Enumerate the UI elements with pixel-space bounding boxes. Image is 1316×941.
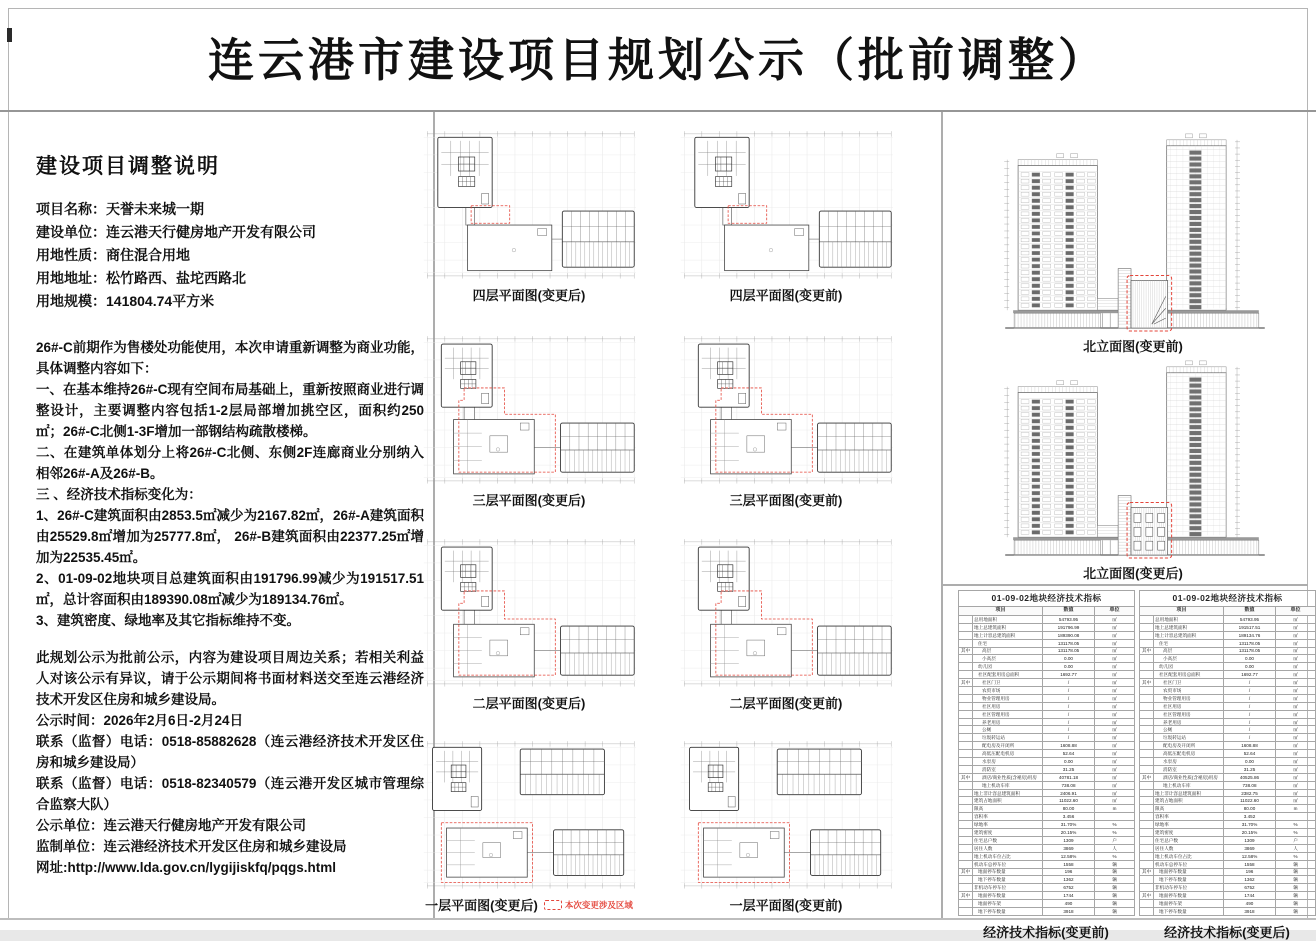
plan-f4-before: [672, 126, 900, 304]
table-row: 其中 酒店/商业性质(含裙房)用房 40525.86 ㎡: [1140, 773, 1316, 781]
page-title: 连云港市建设项目规划公示（批前调整）: [208, 34, 1108, 86]
adjustment-paragraphs: [36, 337, 424, 878]
table-row: 物业管理用房 / ㎡: [959, 694, 1135, 702]
table-row: 地上计容总建筑面积 189390.08 ㎡: [959, 631, 1135, 639]
table-row: 地上机动车位占比 12.58% %: [1140, 852, 1316, 860]
north-elevation-before: [966, 122, 1300, 355]
plan-f1-before: [672, 736, 900, 914]
table-row: 地上非计容总建筑面积 2382.75 ㎡: [1140, 789, 1316, 797]
table-row: 幼儿园 0.00 ㎡: [959, 663, 1135, 671]
table-row: 垃圾转运站 / ㎡: [959, 734, 1135, 742]
table-row: 其中 地面停车数量 1744 辆: [959, 892, 1135, 900]
table-row: 住宅总户数 1309 户: [959, 836, 1135, 844]
table-row: 消防室 31.25 ㎡: [959, 765, 1135, 773]
table-row: 养老用房 / ㎡: [1140, 718, 1316, 726]
economic-indicator-table: 01-09-02地块经济技术指标 项目 数值 单位 总用地面积 54793.95 ㎡ 地上总建筑面积 191517.51 ㎡ 地上计容总建筑面积 189134.76 ㎡ 住宅 131178.05 ㎡ 其中 高层 131178.05 ㎡ 小高层 0.00 ㎡ 幼儿园 0.00 ㎡ 社区配套用房总面积 1692.77 ㎡ 其中 社区门卫 / ㎡ 农贸市场 / ㎡ 物业管理用房 / ㎡ 社区用房 / ㎡ 社区管理用房 / ㎡ 养老用房 / ㎡ 公厕 / ㎡ 垃圾转运站 / ㎡ 配电房及开闭所 1608.88 ㎡ 高低压配电机房 52.64 ㎡ 水泵房 0.00 ㎡ 消防室 31.25 ㎡ 其中 酒店/商业性质(含裙房)用房 40525.86 ㎡ 地上机动车库 738.08 ㎡ 地上非计容总建筑面积 2382.75 ㎡ 建筑占地面积 11022.60 ㎡ 限高 80.00 m 容积率 3.452 绿地率 31.70% % 建筑密度 20.15% % 住宅总户数 1309 户 居住人数 3869 人 地上机动车位占比 12.58% % 机动车总停车位 1558 辆 其中 地面停车数量 196 辆 地下停车数量 1362 辆 非机动车停车位 6752 辆 其中 地面停车数量 1744 辆 地面停车架 490 辆 地下停车数量 3918 辆: [1139, 590, 1316, 916]
paragraph: 公示时间：2026年2月6日-2月24日: [36, 713, 244, 728]
table-row: 建筑占地面积 11022.60 ㎡: [1140, 797, 1316, 805]
table-row: 消防室 31.25 ㎡: [1140, 765, 1316, 773]
info-line: 用地性质：商住混合用地: [36, 247, 190, 263]
table-row: 地面停车架 490 辆: [959, 900, 1135, 908]
table-row: 建筑密度 20.15% %: [1140, 829, 1316, 837]
table-row: 社区管理用房 / ㎡: [959, 710, 1135, 718]
table-row: 地上计容总建筑面积 189134.76 ㎡: [1140, 631, 1316, 639]
table-row: 非机动车停车位 6752 辆: [1140, 884, 1316, 892]
table-row: 绿地率 31.70% %: [959, 821, 1135, 829]
elevation-drawing: [966, 122, 1300, 334]
change-area-legend: [544, 899, 633, 911]
paragraph: 联系（监督）电话：0518-85882628（连云港经济技术开发区住房和城乡建设局）: [36, 734, 424, 770]
floor-plan-drawing: [415, 331, 643, 487]
table-row: 住宅总户数 1309 户: [1140, 836, 1316, 844]
info-line: 用地地址：松竹路西、盐坨西路北: [36, 270, 246, 286]
table-row: 农贸市场 / ㎡: [1140, 687, 1316, 695]
paragraph: 公示单位：连云港天行健房地产开发有限公司: [36, 818, 306, 833]
plan-caption: 四层平面图(变更后): [472, 288, 586, 303]
paragraph: 三 、经济技术指标变化为：: [36, 487, 202, 502]
table-row: 限高 80.00 m: [959, 805, 1135, 813]
plan-caption: 一层平面图(变更前): [729, 898, 843, 913]
paragraph: 二、在建筑单体划分上将26#-C北侧、东侧2F连廊商业分别纳入相邻26#-A及26#-B。: [36, 445, 424, 481]
floor-plan-drawing: [415, 534, 643, 690]
plan-caption: 三层平面图(变更后): [472, 493, 586, 508]
table-row: 物业管理用房 / ㎡: [1140, 694, 1316, 702]
plan-f1-after: [415, 736, 643, 914]
plan-caption: 二层平面图(变更后): [472, 696, 586, 711]
table-row: 社区管理用房 / ㎡: [1140, 710, 1316, 718]
table-row: 高低压配电机房 52.64 ㎡: [1140, 750, 1316, 758]
table-row: 小高层 0.00 ㎡: [959, 655, 1135, 663]
paragraph: 此规划公示为批前公示，内容为建设项目周边关系；若相关利益人对该公示有异议，请于公示期间将书面材料送交至连云港经济技术开发区住房和城乡建设局。: [36, 650, 424, 707]
table-row: 地下停车数量 1362 辆: [1140, 876, 1316, 884]
table-row: 其中 社区门卫 / ㎡: [1140, 679, 1316, 687]
indicator-table-after: [1139, 590, 1315, 941]
table-row: 限高 80.00 m: [1140, 805, 1316, 813]
table-row: 居住人数 3869 人: [959, 844, 1135, 852]
table-row: 其中 社区门卫 / ㎡: [959, 679, 1135, 687]
plan-f3-after: [415, 331, 643, 509]
plan-f3-before: [672, 331, 900, 509]
info-line: 项目名称：天誉未来城一期: [36, 201, 204, 217]
table-row: 其中 地面停车数量 1744 辆: [1140, 892, 1316, 900]
plan-f4-after: [415, 126, 643, 304]
plan-caption: 三层平面图(变更前): [729, 493, 843, 508]
floor-plan-drawing: [415, 126, 643, 282]
legend-label: 本次变更涉及区域: [564, 899, 633, 910]
table-row: 高低压配电机房 52.64 ㎡: [959, 750, 1135, 758]
table-row: 其中 地面停车数量 196 辆: [1140, 868, 1316, 876]
floor-plan-drawing: [672, 331, 900, 487]
paragraph: [36, 631, 424, 647]
table-row: 容积率 3.452: [1140, 813, 1316, 821]
paragraph: 一、在基本维持26#-C现有空间布局基础上，重新按照商业进行调整设计，主要调整内容包括1-2层局部增加挑空区，面积约250㎡；26#-C北侧1-3F增加一部钢结构疏散楼梯。: [36, 382, 424, 439]
table-caption: 经济技术指标(变更前): [983, 924, 1109, 940]
table-row: 地上总建筑面积 191517.51 ㎡: [1140, 623, 1316, 631]
table-row: 其中 高层 131178.05 ㎡: [1140, 647, 1316, 655]
paragraph: 监制单位：连云港经济技术开发区住房和城乡建设局: [36, 839, 347, 854]
table-row: 住宅 131178.05 ㎡: [1140, 639, 1316, 647]
table-row: 地上机动车库 738.08 ㎡: [1140, 781, 1316, 789]
table-row: 其中 高层 131178.05 ㎡: [959, 647, 1135, 655]
floor-plan-drawing: [672, 736, 900, 892]
info-line: 用地规模：141804.74平方米: [36, 293, 215, 309]
adjustment-description-panel: [36, 150, 424, 878]
red-dashed-swatch: [544, 900, 562, 910]
elevation-drawing: [966, 349, 1300, 561]
table-row: 绿地率 31.70% %: [1140, 821, 1316, 829]
table-row: 垃圾转运站 / ㎡: [1140, 734, 1316, 742]
table-row: 机动车总停车位 1558 辆: [959, 860, 1135, 868]
table-row: 地上机动车库 738.08 ㎡: [959, 781, 1135, 789]
table-row: 住宅 131178.05 ㎡: [959, 639, 1135, 647]
north-elevation-after: [966, 349, 1300, 582]
table-row: 社区配套用房总面积 1692.77 ㎡: [1140, 671, 1316, 679]
floor-plan-drawing: [672, 126, 900, 282]
table-row: 总用地面积 54793.95 ㎡: [1140, 616, 1316, 624]
paragraph: 1、26#-C建筑面积由2853.5㎡减少为2167.82㎡，26#-A建筑面积由25529.8㎡增加为25777.8㎡， 26#-B建筑面积由22377.25㎡增加为22535.45㎡。: [36, 508, 424, 565]
table-row: 地面停车架 490 辆: [1140, 900, 1316, 908]
paragraph: 26#-C前期作为售楼处功能使用，本次申请重新调整为商业功能，具体调整内容如下：: [36, 340, 424, 376]
paragraph: 2、01-09-02地块项目总建筑面积由191796.99减少为191517.51㎡，总计容面积由189390.08㎡减少为189134.76㎡。: [36, 571, 424, 607]
indicator-table-before: [958, 590, 1134, 941]
table-row: 地上非计容总建筑面积 2406.91 ㎡: [959, 789, 1135, 797]
floor-plan-drawing: [415, 736, 643, 892]
table-row: 其中 酒店/商业性质(含裙房)用房 40781.18 ㎡: [959, 773, 1135, 781]
paragraph: 网址:http://www.lda.gov.cn/lygijiskfq/pqgs.html: [36, 860, 336, 875]
table-row: 社区用房 / ㎡: [1140, 702, 1316, 710]
table-row: 机动车总停车位 1558 辆: [1140, 860, 1316, 868]
elevation-caption: 北立面图(变更前): [1083, 339, 1183, 354]
plan-f2-after: [415, 534, 643, 712]
elevation-caption: 北立面图(变更后): [1083, 566, 1183, 581]
table-row: 公厕 / ㎡: [959, 726, 1135, 734]
table-row: 居住人数 3869 人: [1140, 844, 1316, 852]
table-row: 其中 地面停车数量 196 辆: [959, 868, 1135, 876]
table-row: 地下停车数量 3918 辆: [1140, 907, 1316, 915]
panel-heading: 建设项目调整说明: [36, 155, 220, 178]
paragraph: 3、建筑密度、绿地率及其它指标维持不变。: [36, 613, 301, 628]
info-line: 建设单位：连云港天行健房地产开发有限公司: [36, 224, 316, 240]
table-row: 总用地面积 54793.95 ㎡: [959, 616, 1135, 624]
economic-indicator-table: 01-09-02地块经济技术指标 项目 数值 单位 总用地面积 54793.95 ㎡ 地上总建筑面积 191796.99 ㎡ 地上计容总建筑面积 189390.08 ㎡ 住宅 131178.05 ㎡ 其中 高层 131178.05 ㎡ 小高层 0.00 ㎡ 幼儿园 0.00 ㎡ 社区配套用房总面积 1692.77 ㎡ 其中 社区门卫 / ㎡ 农贸市场 / ㎡ 物业管理用房 / ㎡ 社区用房 / ㎡ 社区管理用房 / ㎡ 养老用房 / ㎡ 公厕 / ㎡ 垃圾转运站 / ㎡ 配电房及开闭所 1608.88 ㎡ 高低压配电机房 52.64 ㎡ 水泵房 0.00 ㎡ 消防室 31.25 ㎡ 其中 酒店/商业性质(含裙房)用房 40781.18 ㎡ 地上机动车库 738.08 ㎡ 地上非计容总建筑面积 2406.91 ㎡ 建筑占地面积 11022.60 ㎡ 限高 80.00 m 容积率 3.456 绿地率 31.70% % 建筑密度 20.15% % 住宅总户数 1309 户 居住人数 3869 人 地上机动车位占比 12.58% % 机动车总停车位 1558 辆 其中 地面停车数量 196 辆 地下停车数量 1362 辆 非机动车停车位 6752 辆 其中 地面停车数量 1744 辆 地面停车架 490 辆 地下停车数量 3918 辆: [958, 590, 1135, 916]
table-row: 水泵房 0.00 ㎡: [959, 758, 1135, 766]
plan-caption: 四层平面图(变更前): [729, 288, 843, 303]
table-row: 配电房及开闭所 1608.88 ㎡: [1140, 742, 1316, 750]
table-row: 建筑占地面积 11022.60 ㎡: [959, 797, 1135, 805]
table-row: 社区用房 / ㎡: [959, 702, 1135, 710]
table-row: 小高层 0.00 ㎡: [1140, 655, 1316, 663]
table-caption: 经济技术指标(变更后): [1164, 924, 1290, 940]
header-divider: [0, 110, 1316, 112]
table-row: 养老用房 / ㎡: [959, 718, 1135, 726]
table-row: 配电房及开闭所 1608.88 ㎡: [959, 742, 1135, 750]
table-row: 地下停车数量 1362 辆: [959, 876, 1135, 884]
paragraph: 联系（监督）电话：0518-82340579（连云港开发区城市管理综合监察大队）: [36, 776, 424, 812]
elevation-table-divider: [941, 584, 1308, 586]
table-row: 水泵房 0.00 ㎡: [1140, 758, 1316, 766]
table-row: 社区配套用房总面积 1692.77 ㎡: [959, 671, 1135, 679]
plan-caption: 一层平面图(变更后): [425, 898, 538, 913]
table-row: 幼儿园 0.00 ㎡: [1140, 663, 1316, 671]
table-row: 公厕 / ㎡: [1140, 726, 1316, 734]
table-row: 容积率 3.456: [959, 813, 1135, 821]
floor-plan-drawing: [672, 534, 900, 690]
table-row: 建筑密度 20.15% %: [959, 829, 1135, 837]
table-row: 非机动车停车位 6752 辆: [959, 884, 1135, 892]
table-row: 地下停车数量 3918 辆: [959, 907, 1135, 915]
plan-caption: 二层平面图(变更前): [729, 696, 843, 711]
table-row: 地上总建筑面积 191796.99 ㎡: [959, 623, 1135, 631]
right-panel-divider: [941, 112, 943, 919]
table-row: 地上机动车位占比 12.58% %: [959, 852, 1135, 860]
table-row: 农贸市场 / ㎡: [959, 687, 1135, 695]
plan-f2-before: [672, 534, 900, 712]
project-info-lines: [36, 198, 424, 313]
